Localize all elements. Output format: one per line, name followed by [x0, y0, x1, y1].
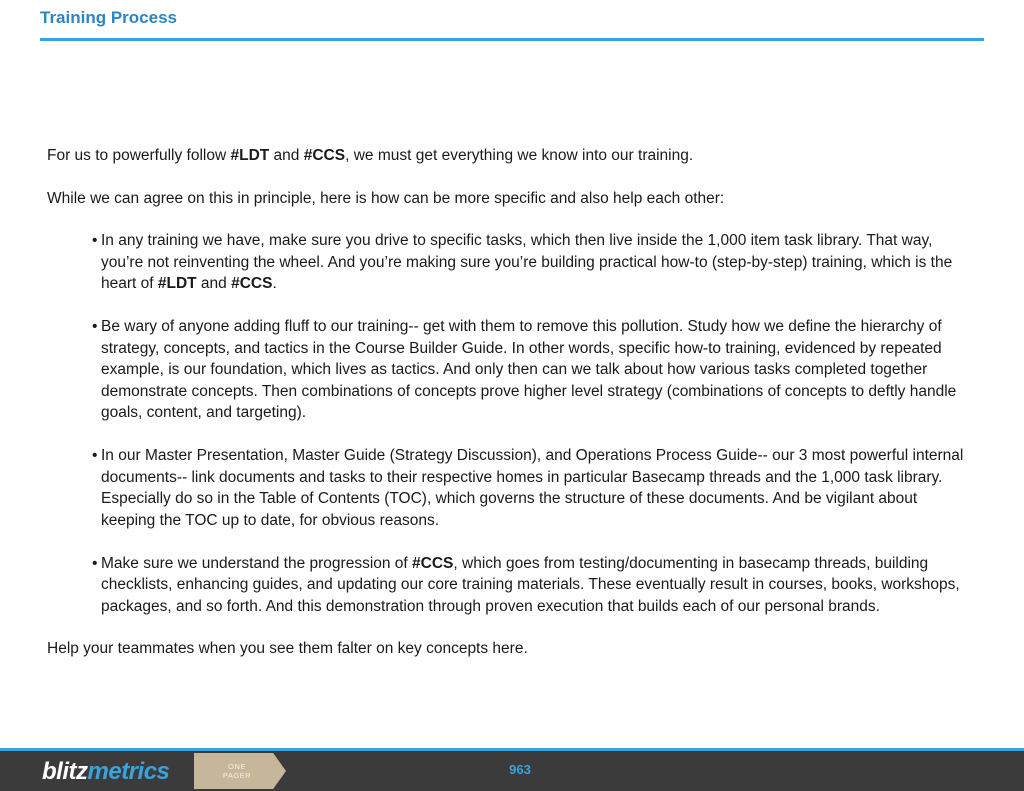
- logo-part-blitz: blitz: [42, 758, 88, 785]
- bullet-marker: •: [92, 318, 98, 335]
- ccs-hashtag: #CCS: [231, 275, 273, 292]
- bullet-text: In any training we have, make sure you drive to specific tasks, which then live inside the 1,000 item task library. That way, you’re not reinventing the wheel. And you’re making sure you’re building practical how-to (step-by-step) training, which is the heart of: [101, 232, 953, 292]
- bullet-text: Be wary of anyone adding fluff to our training-- get with them to remove this pollution. Study how we define the hierarchy of strategy, concepts, and tactics in the Course Builder Guide. In other words, specific how-to training, evidenced by repeated example, is our foundation, which lives as tactics. And only then can we talk about how various tasks completed together demonstrate concepts. Then combinations of concepts prove higher level strategy (combinations of concepts to deftly handle goals, content, and targeting).: [101, 318, 957, 421]
- closing-paragraph: Help your teammates when you see them falter on key concepts here.: [47, 640, 528, 657]
- bullet-marker: •: [92, 232, 98, 249]
- bullet-marker: •: [92, 554, 98, 572]
- bullet-text: .: [272, 275, 277, 292]
- footer-bar: [0, 748, 1024, 791]
- header-divider: [40, 38, 984, 41]
- intro-paragraph-1: [47, 145, 967, 167]
- tag-line-pager: PAGER: [222, 771, 252, 780]
- page-title: Training Process: [40, 8, 177, 27]
- one-pager-label: [216, 762, 258, 780]
- bullet-item-fluff: [92, 316, 967, 424]
- bullet-item-progression: [92, 553, 967, 618]
- bullet-text: and: [196, 275, 232, 292]
- ccs-hashtag: #CCS: [412, 554, 454, 572]
- ldt-hashtag: #LDT: [157, 275, 197, 292]
- document-body: [47, 145, 967, 681]
- ccs-hashtag: #CCS: [303, 147, 346, 164]
- intro-text-3: , we must get everything we know into our training.: [345, 147, 694, 164]
- intro-paragraph-2: While we can agree on this in principle, here is how can be more specific and also help each other:: [47, 189, 725, 207]
- bullet-marker: •: [92, 447, 98, 464]
- blitzmetrics-logo: [42, 758, 169, 786]
- intro-text-2: and: [269, 147, 304, 164]
- ldt-hashtag: #LDT: [230, 147, 270, 164]
- intro-text-1: For us to powerfully follow: [47, 147, 231, 164]
- logo-part-metrics: metrics: [87, 758, 170, 785]
- bullet-text: , which goes from testing/documenting in basecamp threads, building checklists, enhancing guides, and updating our core training materials. These eventually result in courses, books, workshops, packages, and so forth. And this demonstration through proven execution that builds each of our personal brands.: [101, 554, 960, 615]
- bullet-text: In our Master Presentation, Master Guide (Strategy Discussion), and Operations Process Guide-- our 3 most powerful internal documents-- link documents and tasks to their respective homes in particular Basecamp threads and the 1,000 task library. Especially do so in the Table of Contents (TOC), which governs the structure of these documents. And be vigilant about keeping the TOC up to date, for obvious reasons.: [101, 447, 964, 529]
- page-number: 963: [509, 762, 531, 777]
- tag-line-one: ONE: [228, 762, 246, 771]
- bullet-text: Make sure we understand the progression of: [101, 554, 413, 572]
- bullet-list: [92, 230, 967, 617]
- bullet-item-tasks: [92, 230, 967, 295]
- bullet-item-documents: [92, 445, 967, 531]
